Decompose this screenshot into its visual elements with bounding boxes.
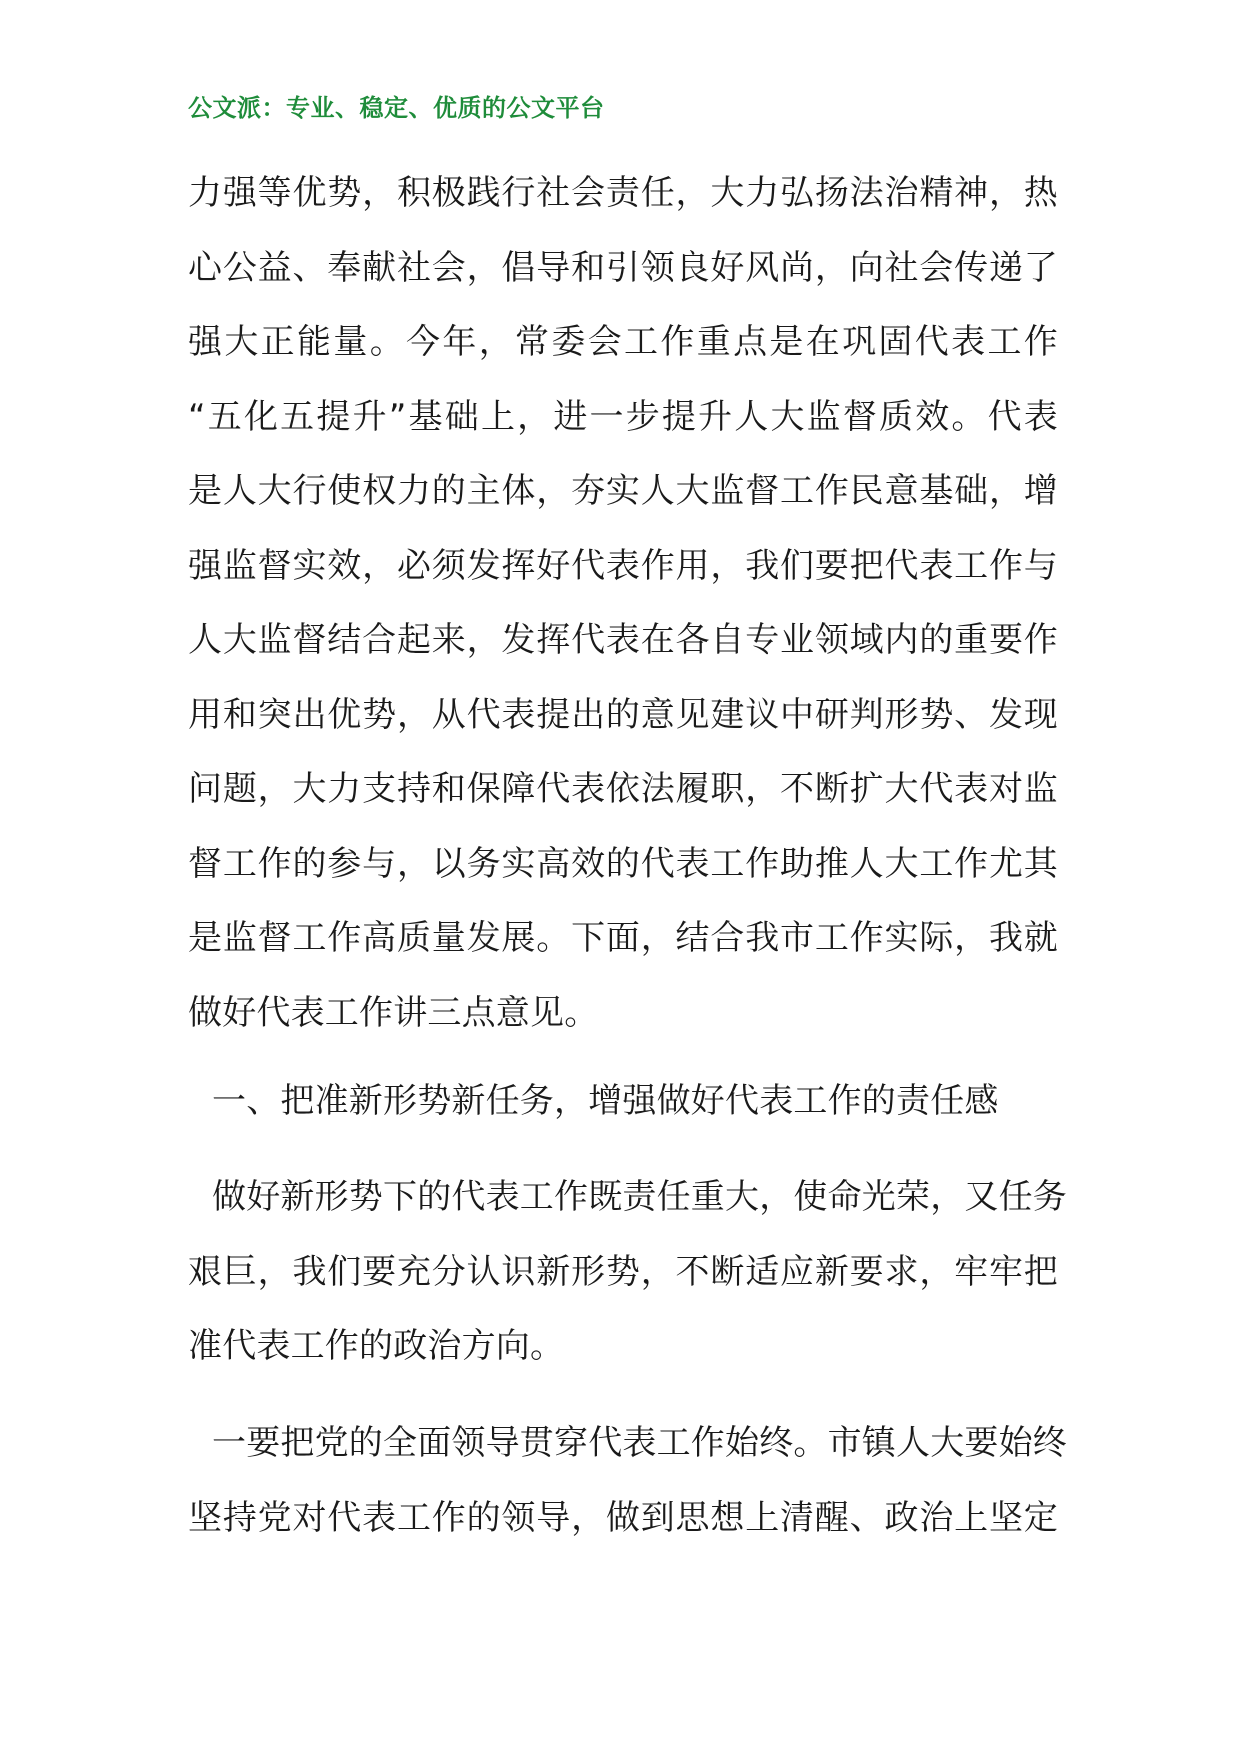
text-line: 问题，大力支持和保障代表依法履职，不断扩大代表对监 <box>188 769 1058 809</box>
text-line: 用和突出优势，从代表提出的意见建议中研判形势、发现 <box>188 694 1058 735</box>
paragraph-3 <box>188 1160 1067 1384</box>
text-line: 是人大行使权力的主体，夯实人大监督工作民意基础，增 <box>188 471 1058 511</box>
text-line: 督工作的参与，以务实高效的代表工作助推人大工作尤其 <box>188 843 1058 884</box>
text-line: 一要把党的全面领导贯穿代表工作始终。市镇人大要始终 <box>212 1423 1067 1463</box>
paragraph-1 <box>188 156 1058 1050</box>
text-line: 是监督工作高质量发展。下面，结合我市工作实际，我就 <box>188 918 1058 958</box>
text-line: 人大监督结合起来，发挥代表在各自专业领域内的重要作 <box>188 620 1058 660</box>
text-line: 做好新形势下的代表工作既责任重大，使命光荣，又任务 <box>212 1177 1067 1217</box>
section-heading-text: 一、把准新形势新任务，增强做好代表工作的责任感 <box>212 1081 999 1121</box>
text-line: 心公益、奉献社会，倡导和引领良好风尚，向社会传递了 <box>188 247 1058 288</box>
text-line: 强监督实效，必须发挥好代表作用，我们要把代表工作与 <box>188 545 1058 586</box>
section-heading <box>188 1064 1058 1139</box>
text-line: 做好代表工作讲三点意见。 <box>188 992 599 1033</box>
text-line: 准代表工作的政治方向。 <box>188 1326 565 1366</box>
text-line: 坚持党对代表工作的领导，做到思想上清醒、政治上坚定 <box>188 1497 1058 1538</box>
text-line: 力强等优势，积极践行社会责任，大力弘扬法治精神，热 <box>188 173 1058 213</box>
text-line: “五化五提升”基础上，进一步提升人大监督质效。代表 <box>188 396 1058 437</box>
page-header-title: 公文派：专业、稳定、优质的公文平台 <box>188 94 605 122</box>
text-line: 强大正能量。今年，常委会工作重点是在巩固代表工作 <box>188 322 1058 362</box>
text-line: 艰巨，我们要充分认识新形势，不断适应新要求，牢牢把 <box>188 1251 1058 1292</box>
paragraph-4 <box>188 1406 1067 1555</box>
